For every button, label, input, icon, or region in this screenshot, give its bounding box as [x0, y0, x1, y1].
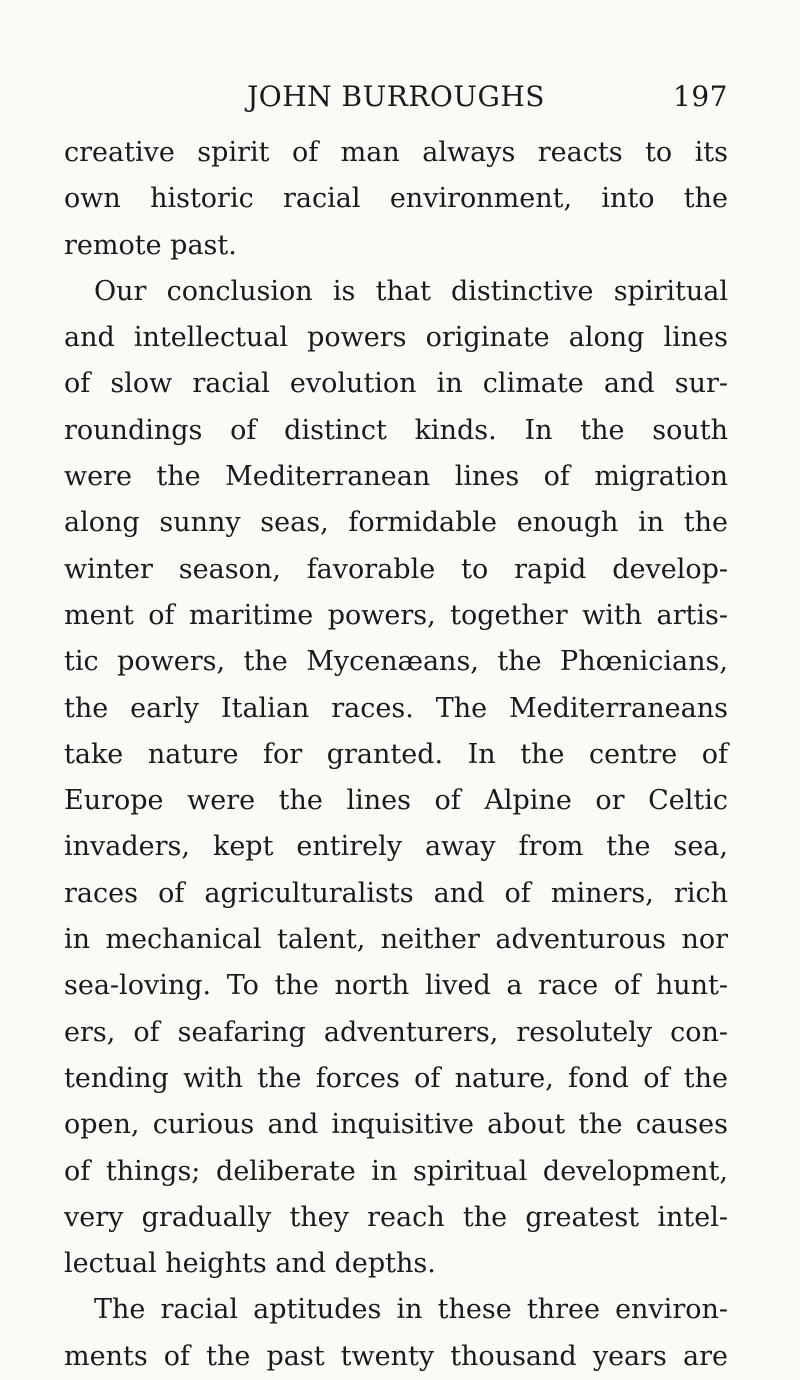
text-line: Europe were the lines of Alpine or Celtic: [64, 785, 728, 817]
text-line: of slow racial evolution in climate and sur-: [64, 368, 728, 400]
text-line: ment of maritime powers, together with artis-: [64, 599, 728, 631]
text-line: invaders, kept entirely away from the sea,: [64, 831, 728, 863]
text-line: of things; deliberate in spiritual development,: [64, 1155, 728, 1187]
book-page: [64, 0, 728, 1372]
text-line: sea-loving. To the north lived a race of hunt-: [64, 970, 728, 1002]
text-line: roundings of distinct kinds. In the south: [64, 414, 728, 446]
text-line: ments of the past twenty thousand years are: [64, 1340, 728, 1372]
text-line: in mechanical talent, neither adventurous nor: [64, 924, 728, 956]
page-number: 197: [673, 80, 728, 113]
text-line: tic powers, the Mycenæans, the Phœnicians,: [64, 646, 728, 678]
text-line: and intellectual powers originate along lines: [64, 322, 728, 354]
text-line: remote past.: [64, 229, 237, 261]
text-line: tending with the forces of nature, fond of the: [64, 1062, 728, 1094]
running-head-title: JOHN BURROUGHS: [247, 80, 545, 113]
body-text: [64, 130, 728, 1380]
running-head: [64, 80, 728, 120]
text-line: Our conclusion is that distinctive spiritual: [94, 275, 728, 307]
text-line: races of agriculturalists and of miners, rich: [64, 877, 728, 909]
text-line: winter season, favorable to rapid develop-: [64, 553, 728, 585]
text-line: take nature for granted. In the centre of: [64, 738, 728, 770]
text-line: The racial aptitudes in these three environ-: [94, 1294, 728, 1326]
text-line: own historic racial environment, into the: [64, 183, 728, 215]
text-line: along sunny seas, formidable enough in the: [64, 507, 728, 539]
text-line: ers, of seafaring adventurers, resolutely con-: [64, 1016, 728, 1048]
text-line: creative spirit of man always reacts to its: [64, 137, 728, 168]
text-line: lectual heights and depths.: [64, 1248, 436, 1280]
text-line: were the Mediterranean lines of migration: [64, 461, 728, 493]
text-line: the early Italian races. The Mediterraneans: [64, 692, 728, 724]
text-line: very gradually they reach the greatest intel-: [64, 1201, 728, 1233]
text-line: open, curious and inquisitive about the causes: [64, 1109, 728, 1141]
